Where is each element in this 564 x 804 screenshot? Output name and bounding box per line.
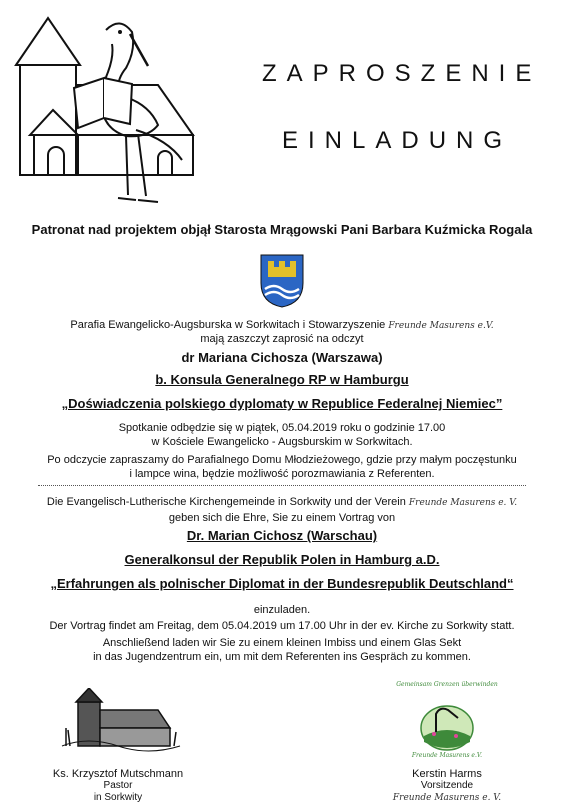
coat-of-arms-icon [259,253,305,309]
polish-meeting-line-2: w Kościele Ewangelicko - Augsburskim w Sorkwitach. [151,436,413,448]
logo-arc-bottom-text: Freunde Masurens e.V. [411,752,483,759]
german-meeting-line: Der Vortrag findet am Freitag, dem 05.04.2019 um 17.00 Uhr in der ev. Kirche zu Sorkwity statt. [49,620,515,632]
title-german: EINLADUNG [282,127,513,154]
logo-arc-top-text: Gemeinsam Grenzen überwinden [396,681,498,688]
german-reception-line-2: in das Jugendzentrum ein, um mit dem Referenten ins Gespräch zu kommen. [93,651,471,663]
signature-right-name: Kerstin Harms [412,768,482,780]
german-organizers-text: Die Evangelisch-Lutherische Kirchengemeinde in Sorkwity und der Verein [46,496,406,508]
german-invite-end: einzuladen. [253,604,311,616]
german-speaker: Dr. Marian Cichosz (Warschau) [186,528,378,543]
signature-right-title: Vorsitzende [420,780,474,791]
church-stork-illustration [8,10,218,210]
signature-left-title: Pastor [103,780,133,791]
polish-invite-line: mają zaszczyt zaprosić na odczyt [200,333,364,345]
polish-speaker: dr Mariana Cichosza (Warszawa) [181,350,383,365]
polish-speaker-role: b. Konsula Generalnego RP w Hamburgu [155,372,409,387]
german-lecture-topic: „Erfahrungen als polnischer Diplomat in der Bundesrepublik Deutschland“ [50,576,514,591]
polish-organizers-text: Parafia Ewangelicko-Augsburska w Sorkwitach i Stowarzyszenie [70,319,386,331]
polish-lecture-topic: „Doświadczenia polskiego dyplomaty w Republice Federalnej Niemiec” [61,396,503,411]
church-sketch [58,688,184,752]
polish-reception-line-1: Po odczycie zapraszamy do Parafialnego Domu Młodzieżowego, gdzie przy małym poczęstunku [47,454,517,466]
title-polish: ZAPROSZENIE [262,60,542,87]
signature-right-association: Freunde Masurens e. V. [392,793,502,803]
german-organizers-line [0,495,564,510]
section-divider [38,485,526,486]
polish-reception-line-2: i lampce wina, będzie możliwość porozmawiania z Referenten. [129,468,435,480]
patronage-line: Patronat nad projektem objął Starosta Mrągowski Pani Barbara Kuźmicka Rogala [31,222,533,237]
polish-organizers-line [0,318,564,333]
german-association-handwritten: Freunde Masurens e. V. [408,498,518,508]
signature-left-name: Ks. Krzysztof Mutschmann [52,768,184,780]
polish-association-handwritten: Freunde Masurens e.V. [388,321,494,331]
german-reception-line-1: Anschließend laden wir Sie zu einem kleinen Imbiss und einem Glas Sekt [102,637,462,649]
association-logo [406,688,488,760]
signature-left [30,768,206,804]
signature-left-place: in Sorkwity [93,792,143,803]
signature-right [380,768,514,804]
polish-meeting-line-1: Spotkanie odbędzie się w piątek, 05.04.2019 roku o godzinie 17.00 [118,422,446,434]
german-speaker-role: Generalkonsul der Republik Polen in Hamburg a.D. [124,552,440,567]
german-invite-line: geben sich die Ehre, Sie zu einem Vortrag von [168,512,396,524]
